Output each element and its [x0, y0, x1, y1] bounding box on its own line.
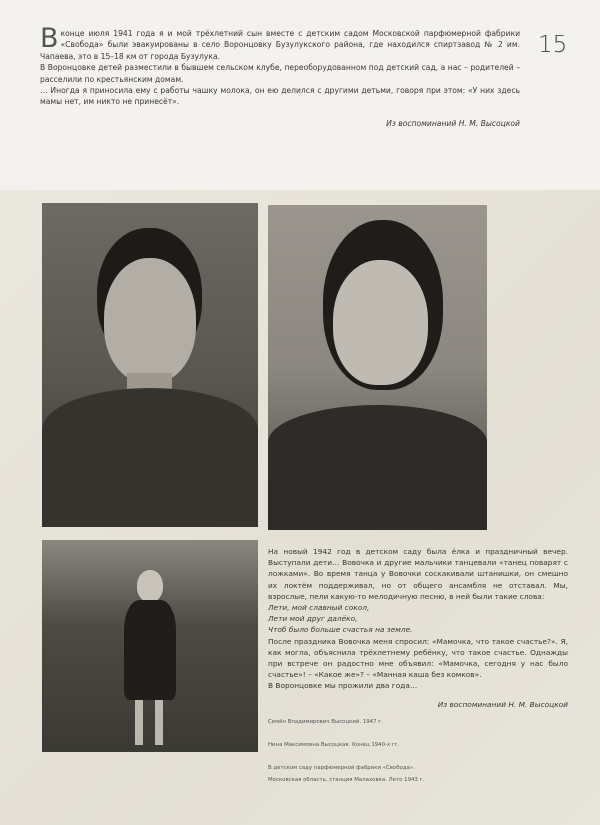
- intro-text: [40, 23, 520, 129]
- caption-woman: Нина Максимовна Высоцкая. Конец 1940-х гг.: [268, 742, 400, 748]
- story-paragraph: После праздника Вовочка меня спросил: «Мамочка, что такое счастье?». Я, как могла, объяснила трёхлетнему ребёнку, что такое счастье. Однажды при встрече он радостно мне объявил: «Мамочка, сегодня у нас было счастье»! – «Какое же»? – «Манная каша без комков».: [268, 636, 568, 680]
- story-text: [268, 546, 568, 710]
- dropcap: В: [40, 23, 59, 54]
- photo-child-in-garden: [42, 540, 258, 752]
- caption-kindergarten-1: В детском саду парфюмерной фабрики «Свобода».: [268, 765, 415, 771]
- verse-line: Чтоб было больше счастья на земле.: [268, 625, 413, 635]
- intro-source: Из воспоминаний Н. М. Высоцкой: [386, 118, 520, 128]
- verse-line: Лети мой друг далёко,: [268, 614, 358, 624]
- page-number: 15: [538, 32, 568, 58]
- photo-woman-portrait: [268, 205, 487, 530]
- photo-man-portrait: [42, 203, 258, 527]
- story-paragraph: На новый 1942 год в детском саду была ёлка и праздничный вечер. Выступали дети… Вовочка и другие мальчики танцевали «танец поварят с ложками». Во время танца у Вовочки соскакивали штанишки, он смешно их локтём поддерживал, но от общего ансамбля не отставал. Мы, взрослые, пели какую-то мелодичную песню, в ней были такие слова:: [268, 547, 568, 601]
- verse-line: Лети, мой славный сокол,: [268, 603, 370, 613]
- story-paragraph: В Воронцовке мы прожили два года…: [268, 681, 418, 691]
- intro-paragraph: конце июля 1941 года я и мой трёхлетний сын вместе с детским садом Московской парфюмерной фабрики «Свобода» были эвакуированы в село Воронцовку Бузулукского района, где находился спиртзавод № 2 им. Чапаева, это в 15–18 км от города Бузулука.: [40, 29, 520, 61]
- caption-kindergarten-2: Московская область, станция Малаховка. Лето 1943 г.: [268, 777, 425, 783]
- intro-paragraph: В Воронцовке детей разместили в бывшем сельском клубе, переоборудованном под детский сад, а нас – родителей – расселили по крестьянским домам.: [40, 63, 520, 84]
- caption-man: Семён Владимирович Высоцкий. 1947 г.: [268, 719, 383, 725]
- story-source: Из воспоминаний Н. М. Высоцкой: [437, 699, 568, 709]
- intro-paragraph: … Иногда я приносила ему с работы чашку молока, он ею делился с другими детьми, говоря при этом: «У них здесь мамы нет, им никто не принесёт».: [40, 86, 520, 107]
